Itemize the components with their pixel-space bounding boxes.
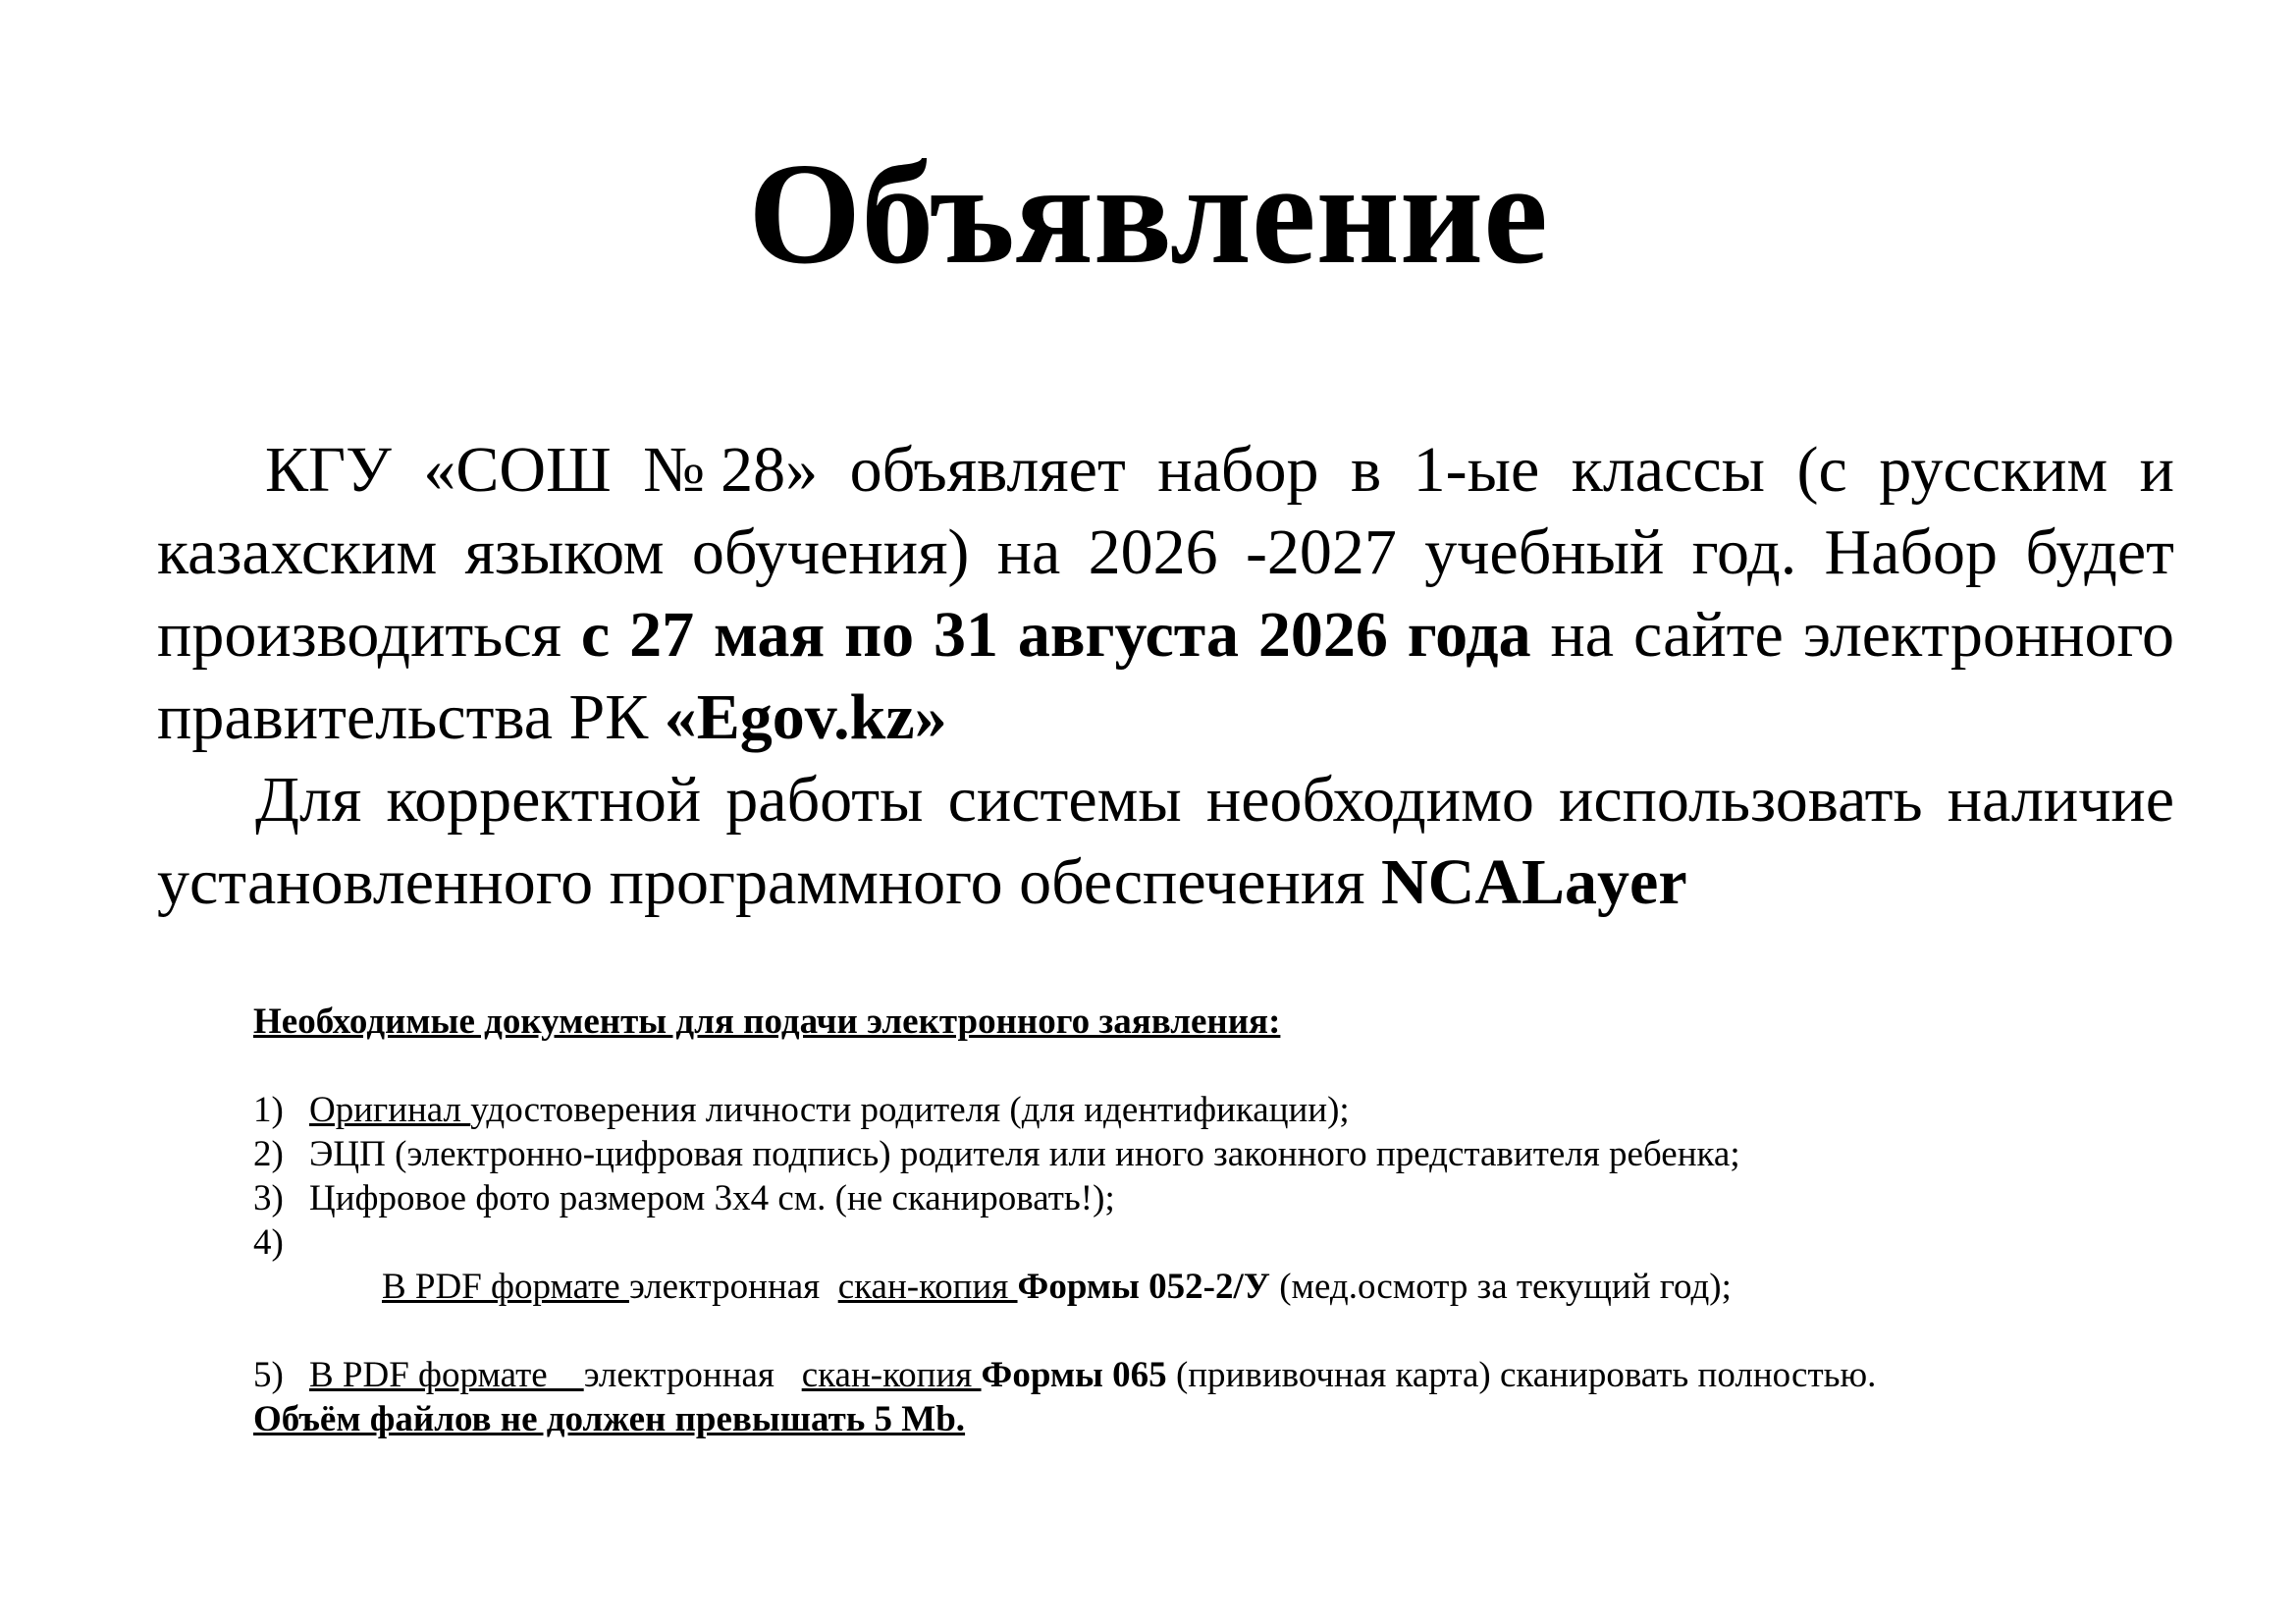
list-item-number: 5)	[253, 1355, 284, 1395]
list-item-underlined: скан-копия	[801, 1355, 982, 1395]
list-item	[253, 1220, 2174, 1353]
list-item-underlined: Оригинал	[309, 1090, 471, 1130]
list-item	[253, 1176, 2174, 1220]
list-item	[253, 1353, 2174, 1397]
admission-text: КГУ «СОШ №28» объявляет набор в 1-ые классы (с русским и казахским языком обучения) на 2026 -2027 учебный год. Набор будет производиться	[157, 434, 2174, 671]
list-item-number: 1)	[253, 1090, 284, 1130]
egov-site-name: «Egov.kz»	[664, 681, 947, 753]
list-item-number: 3)	[253, 1178, 284, 1218]
page-title: Объявление	[748, 134, 1548, 295]
list-item-text: электронная	[583, 1355, 802, 1395]
list-item-form-name: Формы 052-2/У	[1017, 1267, 1270, 1307]
list-item-text: (прививочная карта) сканировать полностью.	[1166, 1355, 1877, 1395]
list-item	[253, 1088, 2174, 1132]
list-item-text: (мед.осмотр за текущий год);	[1269, 1267, 1732, 1307]
list-item	[253, 1132, 2174, 1176]
list-item-number: 4)	[253, 1222, 284, 1263]
list-item-text: ЭЦП (электронно-цифровая подпись) родителя или иного законного представителя ребенка;	[309, 1134, 1740, 1174]
list-item-underlined: В PDF формате	[309, 1355, 584, 1395]
list-item-text: Цифровое фото размером 3х4 см. (не сканировать!);	[309, 1178, 1115, 1218]
software-text: Для корректной работы системы необходимо использовать наличие установленного программного обеспечения	[157, 764, 2174, 918]
file-size-note: Объём файлов не должен превышать 5 Mb.	[253, 1399, 966, 1439]
documents-list	[253, 1088, 2174, 1397]
documents-section	[253, 1000, 2174, 1441]
announcement-body	[157, 429, 2174, 924]
admission-dates: с 27 мая по 31 августа 2026 года	[580, 599, 1531, 671]
list-item-underlined: скан-копия	[837, 1267, 1018, 1307]
list-item-form-name: Формы 065	[981, 1355, 1167, 1395]
admission-site-text: на сайте электронного правительства РК	[157, 599, 2174, 753]
list-item-underlined: В PDF формате	[382, 1267, 629, 1307]
list-item-number: 2)	[253, 1134, 284, 1174]
documents-heading: Необходимые документы для подачи электронного заявления:	[253, 1001, 1281, 1042]
list-item-text: электронная	[628, 1267, 838, 1307]
list-item-text: удостоверения личности родителя (для идентификации);	[470, 1090, 1350, 1130]
ncalayer-name: NCALayer	[1381, 846, 1687, 918]
announcement-paragraph-software	[157, 759, 2174, 924]
announcement-paragraph-admission	[157, 429, 2174, 759]
